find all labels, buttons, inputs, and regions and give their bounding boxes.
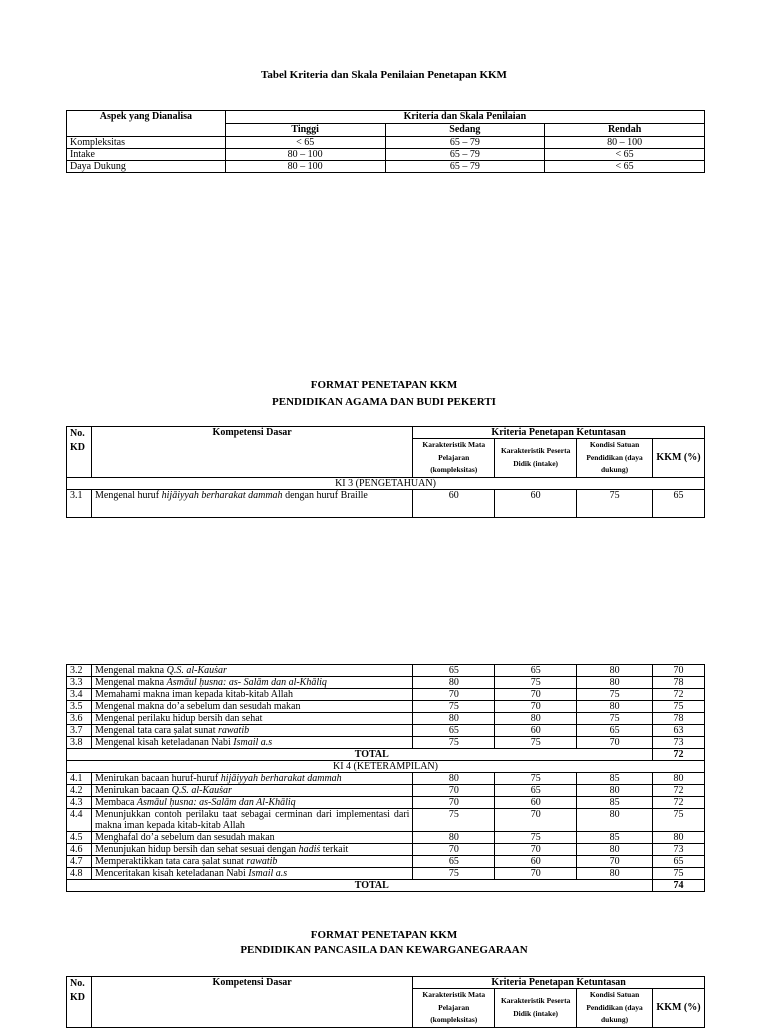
- rendah-cell: 80 – 100: [545, 137, 705, 149]
- kkm-cell: 63: [653, 725, 705, 737]
- daya-dukung-cell: 70: [577, 737, 653, 749]
- table-row: [67, 677, 705, 689]
- table-row: [67, 785, 705, 797]
- no-kd-cell: 4.4: [67, 809, 92, 832]
- kompleksitas-cell: 75: [413, 737, 495, 749]
- kkm-cell: 80: [653, 773, 705, 785]
- table-row: [67, 689, 705, 701]
- kd-cell: [91, 785, 412, 797]
- header-kondisi-satuan: Kondisi Satuan Pendidikan (daya dukung): [577, 439, 653, 478]
- kd-text: Mengenal kisah keteladanan Nabi: [94, 737, 234, 748]
- kd-cell: [91, 797, 412, 809]
- aspek-cell: Kompleksitas: [67, 137, 226, 149]
- sedang-cell: 65 – 79: [385, 149, 545, 161]
- intake-cell: 75: [495, 737, 577, 749]
- kompleksitas-cell: 65: [413, 856, 495, 868]
- table-row: [67, 665, 705, 677]
- kd-italic-text: Q.S. al-Kauṡar: [171, 785, 232, 796]
- total-ki4-value: 74: [653, 880, 705, 892]
- table-row: [67, 137, 705, 149]
- kompleksitas-cell: 80: [413, 832, 495, 844]
- header-kompetensi-dasar: Kompetensi Dasar: [91, 427, 412, 478]
- tinggi-cell: 80 – 100: [225, 149, 385, 161]
- kd-italic-text: hijāiyyah berharakat dammah: [161, 489, 283, 501]
- no-kd-cell: 4.3: [67, 797, 92, 809]
- no-kd-cell: 3.2: [67, 665, 92, 677]
- intake-cell: 70: [495, 868, 577, 880]
- daya-dukung-cell: 85: [577, 797, 653, 809]
- daya-dukung-cell: 80: [577, 844, 653, 856]
- kd-text: Mengenal makna do’a sebelum dan sesudah makan: [94, 701, 301, 712]
- ki3-section-label: KI 3 (PENGETAHUAN): [67, 477, 705, 489]
- no-kd-cell: 3.6: [67, 713, 92, 725]
- kkm-cell: 75: [653, 701, 705, 713]
- kd-cell: [91, 689, 412, 701]
- kd-cell: [91, 809, 412, 832]
- format1-table: [66, 426, 705, 518]
- intake-cell: 70: [495, 809, 577, 832]
- kd-cell: [91, 677, 412, 689]
- no-kd-cell: 4.2: [67, 785, 92, 797]
- kkm-cell: 73: [653, 844, 705, 856]
- intake-cell: 70: [495, 701, 577, 713]
- intake-cell: 80: [495, 713, 577, 725]
- daya-dukung-cell: 75: [577, 489, 653, 517]
- kd-cell: [91, 773, 412, 785]
- kd-italic-text: Ismail a.s: [233, 737, 273, 748]
- daya-dukung-cell: 80: [577, 785, 653, 797]
- header-no-kd: No. KD: [67, 427, 92, 478]
- daya-dukung-cell: 85: [577, 832, 653, 844]
- kompleksitas-cell: 75: [413, 701, 495, 713]
- header-rendah: Rendah: [545, 124, 705, 137]
- kkm-cell: 78: [653, 677, 705, 689]
- kkm-cell: 75: [653, 809, 705, 832]
- format1-title-line1: FORMAT PENETAPAN KKM: [310, 379, 458, 391]
- header-no-kd: No. KD: [67, 977, 92, 1028]
- kd-italic-text: Asmāul ḥusna: as-Salām dan Al-Khāliq: [136, 797, 296, 808]
- intake-cell: 60: [495, 725, 577, 737]
- kompleksitas-cell: 80: [413, 773, 495, 785]
- daya-dukung-cell: 80: [577, 868, 653, 880]
- kd-italic-text: Q.S. al-Kauṡar: [166, 665, 227, 676]
- kd-text: Menunjukan hidup bersih dan sehat sesuai dengan: [94, 844, 299, 855]
- table-row: [67, 856, 705, 868]
- table-row: [67, 149, 705, 161]
- kompleksitas-cell: 70: [413, 785, 495, 797]
- kkm-cell: 80: [653, 832, 705, 844]
- header-kriteria-ketuntasan: Kriteria Penetapan Ketuntasan: [413, 427, 705, 439]
- aspek-cell: Daya Dukung: [67, 161, 226, 173]
- kompleksitas-cell: 70: [413, 689, 495, 701]
- header-karakteristik-mapel: Karakteristik Mata Pelajaran (kompleksitas): [413, 989, 495, 1028]
- kkm-cell: 70: [653, 665, 705, 677]
- daya-dukung-cell: 70: [577, 856, 653, 868]
- table-row: [67, 868, 705, 880]
- table-row: [67, 832, 705, 844]
- header-kriteria-ketuntasan: Kriteria Penetapan Ketuntasan: [413, 977, 705, 989]
- kd-text: Membaca: [94, 797, 137, 808]
- kd-text: terkait: [320, 844, 349, 855]
- table1-title: Tabel Kriteria dan Skala Penilaian Penetapan KKM: [261, 69, 507, 81]
- kkm-cell: 75: [653, 868, 705, 880]
- kompleksitas-cell: 60: [413, 489, 495, 517]
- header-kriteria-skala: Kriteria dan Skala Penilaian: [225, 111, 704, 124]
- no-kd-cell: 3.1: [67, 489, 92, 517]
- daya-dukung-cell: 80: [577, 677, 653, 689]
- ki4-section-label: KI 4 (KETERAMPILAN): [67, 761, 705, 773]
- header-karakteristik-mapel: Karakteristik Mata Pelajaran (kompleksitas): [413, 439, 495, 478]
- intake-cell: 70: [495, 844, 577, 856]
- kd-text: Menirukan bacaan: [94, 785, 172, 796]
- format1-title-line2: PENDIDIKAN AGAMA DAN BUDI PEKERTI: [272, 396, 496, 408]
- header-kompetensi-dasar: Kompetensi Dasar: [91, 977, 412, 1028]
- header-tinggi: Tinggi: [225, 124, 385, 137]
- daya-dukung-cell: 75: [577, 689, 653, 701]
- no-kd-cell: 4.1: [67, 773, 92, 785]
- sedang-cell: 65 – 79: [385, 137, 545, 149]
- kkm-cell: 72: [653, 785, 705, 797]
- no-kd-cell: 3.7: [67, 725, 92, 737]
- kd-text: Mengenal perilaku hidup bersih dan sehat: [94, 713, 263, 724]
- intake-cell: 60: [495, 856, 577, 868]
- kd-text: Mengenal makna: [94, 677, 167, 688]
- intake-cell: 70: [495, 689, 577, 701]
- table-row: [67, 797, 705, 809]
- kd-text: Memahami makna iman kepada kitab-kitab Allah: [94, 689, 293, 700]
- kompleksitas-cell: 80: [413, 677, 495, 689]
- kd-text: Mengenal makna: [94, 665, 167, 676]
- kkm-cell: 78: [653, 713, 705, 725]
- daya-dukung-cell: 80: [577, 665, 653, 677]
- table-row: [67, 713, 705, 725]
- table-row: [67, 489, 705, 517]
- no-kd-cell: 3.4: [67, 689, 92, 701]
- rendah-cell: < 65: [545, 149, 705, 161]
- kd-text: Menceritakan kisah keteladanan Nabi: [94, 868, 249, 879]
- kompleksitas-cell: 80: [413, 713, 495, 725]
- kkm-cell: 65: [653, 489, 705, 517]
- no-kd-cell: 4.7: [67, 856, 92, 868]
- no-kd-cell: 3.3: [67, 677, 92, 689]
- continuation-table: [66, 664, 705, 892]
- kd-italic-text: Asmāul ḥusna: as- Salām dan al-Khāliq: [166, 677, 327, 688]
- kd-cell: [91, 844, 412, 856]
- header-karakteristik-peserta: Karakteristik Peserta Didik (intake): [495, 989, 577, 1028]
- kd-cell: [91, 713, 412, 725]
- no-kd-cell: 4.5: [67, 832, 92, 844]
- total-ki3-value: 72: [653, 749, 705, 761]
- table-row: [67, 725, 705, 737]
- daya-dukung-cell: 85: [577, 773, 653, 785]
- kd-text: dengan huruf Braille: [282, 489, 368, 501]
- daya-dukung-cell: 80: [577, 809, 653, 832]
- kd-italic-text: hijāiyyah berharakat dammah: [220, 773, 342, 784]
- kd-cell: [91, 489, 412, 517]
- kompleksitas-cell: 75: [413, 868, 495, 880]
- table-row: [67, 809, 705, 832]
- intake-cell: 75: [495, 773, 577, 785]
- rendah-cell: < 65: [545, 161, 705, 173]
- kd-cell: [91, 832, 412, 844]
- header-kkm: KKM (%): [653, 989, 705, 1028]
- table-row: [67, 737, 705, 749]
- header-sedang: Sedang: [385, 124, 545, 137]
- kd-italic-text: hadiṡ: [298, 844, 321, 855]
- header-aspek: Aspek yang Dianalisa: [67, 111, 226, 137]
- kd-cell: [91, 868, 412, 880]
- intake-cell: 60: [495, 797, 577, 809]
- kkm-cell: 73: [653, 737, 705, 749]
- kd-text: Menghafal do’a sebelum dan sesudah makan: [94, 832, 275, 843]
- aspek-cell: Intake: [67, 149, 226, 161]
- daya-dukung-cell: 65: [577, 725, 653, 737]
- header-kondisi-satuan: Kondisi Satuan Pendidikan (daya dukung): [577, 989, 653, 1028]
- intake-cell: 75: [495, 832, 577, 844]
- kompleksitas-cell: 70: [413, 797, 495, 809]
- total-ki4-label: TOTAL: [91, 880, 652, 892]
- kompleksitas-cell: 65: [413, 725, 495, 737]
- kd-italic-text: Ismail a.s: [248, 868, 288, 879]
- intake-cell: 65: [495, 785, 577, 797]
- table-row: [67, 701, 705, 713]
- header-karakteristik-peserta: Karakteristik Peserta Didik (intake): [495, 439, 577, 478]
- table-row: [67, 773, 705, 785]
- kompleksitas-cell: 70: [413, 844, 495, 856]
- daya-dukung-cell: 75: [577, 713, 653, 725]
- kd-text: Mengenal huruf: [94, 489, 162, 501]
- kd-cell: [91, 856, 412, 868]
- intake-cell: 75: [495, 677, 577, 689]
- kompleksitas-cell: 65: [413, 665, 495, 677]
- kd-italic-text: rawatib: [217, 725, 250, 736]
- kkm-cell: 72: [653, 797, 705, 809]
- kd-cell: [91, 701, 412, 713]
- tinggi-cell: 80 – 100: [225, 161, 385, 173]
- no-kd-cell: 4.8: [67, 868, 92, 880]
- kd-cell: [91, 737, 412, 749]
- daya-dukung-cell: 80: [577, 701, 653, 713]
- no-kd-cell: 3.8: [67, 737, 92, 749]
- kd-text: Memperaktikkan tata cara ṣalat sunat: [94, 856, 247, 867]
- format2-title-line1: FORMAT PENETAPAN KKM: [310, 929, 458, 941]
- tinggi-cell: < 65: [225, 137, 385, 149]
- sedang-cell: 65 – 79: [385, 161, 545, 173]
- kkm-cell: 72: [653, 689, 705, 701]
- no-kd-cell: 4.6: [67, 844, 92, 856]
- format2-title-line2: PENDIDIKAN PANCASILA DAN KEWARGANEGARAAN: [240, 944, 528, 956]
- intake-cell: 65: [495, 665, 577, 677]
- format2-table: [66, 976, 705, 1028]
- kd-text: Mengenal tata cara ṣalat sunat: [94, 725, 218, 736]
- header-kkm: KKM (%): [653, 439, 705, 478]
- kd-cell: [91, 665, 412, 677]
- kd-text: Menirukan bacaan huruf-huruf: [94, 773, 221, 784]
- kkm-cell: 65: [653, 856, 705, 868]
- table-row: [67, 844, 705, 856]
- kd-text: Menunjukkan contoh perilaku taat sebagai cerminan dari implementasi dari makna iman kepada kitab-kitab Allah: [94, 809, 410, 831]
- total-ki3-label: TOTAL: [91, 749, 652, 761]
- intake-cell: 60: [495, 489, 577, 517]
- kriteria-skala-table: [66, 110, 705, 173]
- no-kd-cell: 3.5: [67, 701, 92, 713]
- kd-cell: [91, 725, 412, 737]
- table-row: [67, 161, 705, 173]
- kd-italic-text: rawatib: [246, 856, 278, 867]
- kompleksitas-cell: 75: [413, 809, 495, 832]
